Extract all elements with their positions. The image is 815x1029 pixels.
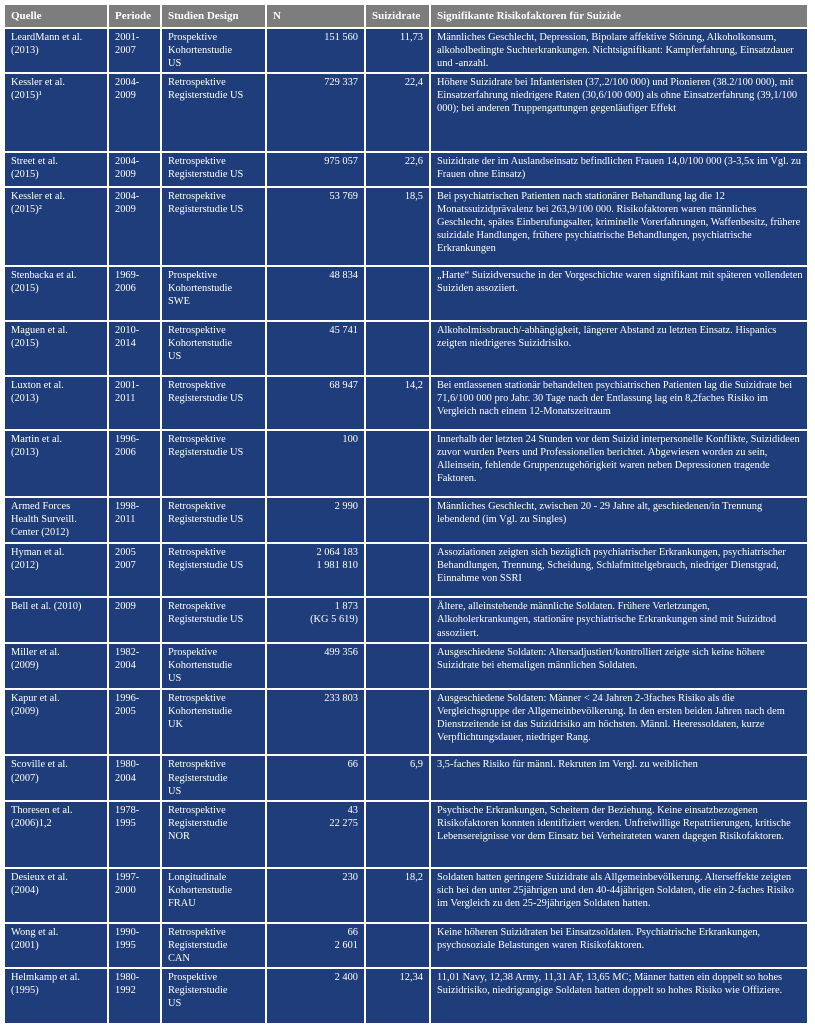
cell-source <box>4 543 108 598</box>
cell-source-line: Miller et al. <box>11 646 60 658</box>
cell-n-line: 66 <box>347 926 358 938</box>
cell-rate <box>365 689 430 756</box>
cell-n <box>266 266 365 321</box>
cell-factors: Bei psychiatrischen Patienten nach stationärer Behandlung lag die 12 Monatssuizidprävalenz bei 263,9/100 000. Risikofaktoren waren männliches Geschlecht, spätes Einberufungsalter, kriminelle Vorerfahrungen, Waffenbesitz, frühere suizidale Handlungen, frühere psychiatrische Behandlungen, psychiatrische Erkrankungen <box>430 187 808 266</box>
cell-source-line: Bell et al. (2010) <box>11 601 82 613</box>
table-row <box>4 689 808 756</box>
table-row <box>4 266 808 321</box>
cell-n <box>266 430 365 497</box>
cell-source <box>4 73 108 152</box>
cell-period <box>108 689 161 756</box>
cell-n-line: 499 356 <box>324 646 358 658</box>
cell-n-line: 66 <box>347 759 358 771</box>
cell-n <box>266 755 365 801</box>
cell-period <box>108 28 161 73</box>
cell-n <box>266 868 365 923</box>
cell-factors: Männliches Geschlecht, zwischen 20 - 29 Jahre alt, geschiedenen/in Trennung lebendend (im Vgl. zu Singles) <box>430 497 808 543</box>
cell-design-line: Prospektive <box>168 972 218 984</box>
cell-design-line: US <box>168 785 182 797</box>
cell-design-line: UK <box>168 718 184 730</box>
cell-rate <box>365 923 430 969</box>
cell-design-line: US <box>168 58 182 70</box>
risk-factor-table <box>3 3 809 1025</box>
cell-source <box>4 376 108 431</box>
table-row <box>4 868 808 923</box>
cell-period-line: 2006 <box>115 447 136 459</box>
cell-period <box>108 321 161 376</box>
cell-design-line: Kohortenstudie <box>168 884 233 896</box>
cell-n-line: 975 057 <box>324 155 358 167</box>
cell-design <box>161 923 266 969</box>
cell-design <box>161 868 266 923</box>
table-row <box>4 497 808 543</box>
cell-period <box>108 376 161 431</box>
cell-n-line: 230 <box>342 871 358 883</box>
cell-source-line: (2007) <box>11 772 39 784</box>
cell-design-line: NOR <box>168 831 190 843</box>
cell-n-line: 2 601 <box>334 939 358 951</box>
cell-period-line: 2004- <box>115 155 140 167</box>
cell-rate: 14,2 <box>365 376 430 431</box>
cell-design <box>161 152 266 187</box>
table-row <box>4 28 808 73</box>
cell-n <box>266 923 365 969</box>
cell-source <box>4 321 108 376</box>
header-n: N <box>266 4 365 28</box>
cell-period <box>108 152 161 187</box>
cell-source-line: (2001) <box>11 939 39 951</box>
cell-rate: 22,4 <box>365 73 430 152</box>
cell-n-line: 48 834 <box>329 270 358 282</box>
cell-factors: Bei entlassenen stationär behandelten psychiatrischen Patienten lag die Suizidrate bei 71,6/100 000 pro Jahr. 30 Tage nach der Entlassung lag ein 8,2faches Risiko im Vergleich nach einem 12-Monatszeitraum <box>430 376 808 431</box>
cell-n-line: 22 275 <box>329 818 358 830</box>
cell-source-line: Wong et al. <box>11 926 59 938</box>
cell-source-line: (2009) <box>11 705 39 717</box>
cell-period <box>108 643 161 689</box>
cell-source-line: Desieux et al. <box>11 871 68 883</box>
cell-design-line: Retrospektive <box>168 546 226 558</box>
cell-source-line: Health Surveill. <box>11 514 77 526</box>
cell-design-line: Kohortenstudie <box>168 45 233 57</box>
cell-period-line: 2009 <box>115 204 136 216</box>
cell-period-line: 2009 <box>115 601 136 613</box>
cell-period-line: 2004- <box>115 191 140 203</box>
cell-design-line: Registerstudie US <box>168 168 244 180</box>
cell-design <box>161 376 266 431</box>
cell-n <box>266 543 365 598</box>
cell-source <box>4 497 108 543</box>
cell-source <box>4 152 108 187</box>
cell-design-line: Registerstudie US <box>168 447 244 459</box>
cell-n-line: 100 <box>342 434 358 446</box>
cell-source-line: (2004) <box>11 884 39 896</box>
cell-design-line: Registerstudie <box>168 818 228 830</box>
cell-design <box>161 497 266 543</box>
cell-factors: Soldaten hatten geringere Suizidrate als Allgemeinbevölkerung. Alterseffekte zeigten sich bei den unter 25jährigen und den 40-44jährigen Soldaten, die ein 2-faches Risiko im Vergleich zu den 25-29jährigen Soldaten hatten. <box>430 868 808 923</box>
cell-rate: 18,5 <box>365 187 430 266</box>
cell-source-line: Street et al. <box>11 155 59 167</box>
cell-design-line: Prospektive <box>168 270 218 282</box>
table-body <box>4 28 808 1024</box>
cell-period <box>108 266 161 321</box>
cell-rate <box>365 801 430 868</box>
cell-period-line: 1980- <box>115 972 140 984</box>
cell-period-line: 1995 <box>115 818 136 830</box>
table-row <box>4 321 808 376</box>
cell-design-line: Retrospektive <box>168 155 226 167</box>
cell-factors: Assoziationen zeigten sich bezüglich psychiatrischer Erkrankungen, psychiatrischer Behandlungen, Trennung, Scheidung, Schlafmittelgebrauch, niedriger Dienstgrad, Einnahme von SSRI <box>430 543 808 598</box>
cell-period-line: 2004 <box>115 660 136 672</box>
cell-design <box>161 28 266 73</box>
cell-period-line: 1995 <box>115 939 136 951</box>
cell-source-line: (2012) <box>11 559 39 571</box>
cell-design <box>161 643 266 689</box>
cell-period-line: 2007 <box>115 45 136 57</box>
cell-period <box>108 430 161 497</box>
cell-design <box>161 689 266 756</box>
cell-source-line: (2006)1,2 <box>11 818 52 830</box>
cell-design <box>161 321 266 376</box>
cell-factors: „Harte“ Suizidversuche in der Vorgeschichte waren signifikant mit späteren vollendeten Suiziden assoziiert. <box>430 266 808 321</box>
cell-design-line: Registerstudie US <box>168 614 244 626</box>
cell-period-line: 1996- <box>115 434 140 446</box>
table-row <box>4 801 808 868</box>
cell-period <box>108 597 161 643</box>
cell-source-line: (2013) <box>11 392 39 404</box>
cell-design-line: Kohortenstudie <box>168 660 233 672</box>
cell-n-line: 2 064 183 <box>316 546 358 558</box>
cell-period <box>108 801 161 868</box>
cell-design-line: Retrospektive <box>168 805 226 816</box>
cell-period <box>108 187 161 266</box>
cell-design-line: Prospektive <box>168 32 218 43</box>
cell-design-line: Retrospektive <box>168 434 226 446</box>
cell-factors: Keine höheren Suizidraten bei Einsatzsoldaten. Psychiatrische Erkrankungen, psychosoziale Belastungen waren Risikofaktoren. <box>430 923 808 969</box>
cell-rate: 12,34 <box>365 968 430 1024</box>
cell-source <box>4 868 108 923</box>
cell-source <box>4 643 108 689</box>
cell-design-line: Retrospektive <box>168 324 226 336</box>
cell-design <box>161 755 266 801</box>
cell-source-line: Martin et al. <box>11 434 63 446</box>
cell-period-line: 2004 <box>115 772 136 784</box>
cell-period-line: 2005 <box>115 705 136 717</box>
cell-factors: Ausgeschiedene Soldaten: Männer < 24 Jahren 2-3faches Risiko als die Vergleichsgruppe der Allgemeinbevölkerung. In den ersten beiden Jahren nach dem Dienstzeitende ist das Suizidrisiko am höchsten. Männl. Heeressoldaten, kurze Verpflichtungsdauer, niedriger Rang. <box>430 689 808 756</box>
cell-source-line: (2015)² <box>11 204 42 216</box>
cell-n <box>266 28 365 73</box>
cell-source <box>4 801 108 868</box>
cell-factors: Suizidrate der im Auslandseinsatz befindlichen Frauen 14,0/100 000 (3-3,5x im Vgl. zu Frauen ohne Einsatz) <box>430 152 808 187</box>
cell-period-line: 2001- <box>115 32 140 43</box>
cell-period <box>108 73 161 152</box>
cell-n <box>266 597 365 643</box>
cell-period-line: 1978- <box>115 805 140 816</box>
table-row <box>4 543 808 598</box>
cell-source <box>4 968 108 1024</box>
cell-period <box>108 497 161 543</box>
cell-design-line: US <box>168 673 182 685</box>
cell-design-line: Retrospektive <box>168 759 226 771</box>
cell-source-line: (2015) <box>11 337 39 349</box>
cell-n-line: 43 <box>347 805 358 816</box>
cell-design-line: US <box>168 998 182 1010</box>
cell-factors: Alkoholmissbrauch/-abhängigkeit, längerer Abstand zu letzten Einsatz. Hispanics zeigten niedrigeres Suizidrisiko. <box>430 321 808 376</box>
cell-period <box>108 543 161 598</box>
cell-source-line: Maguen et al. <box>11 324 68 336</box>
header-period: Periode <box>108 4 161 28</box>
cell-n-line: (KG 5 619) <box>310 614 358 626</box>
cell-n <box>266 152 365 187</box>
cell-design-line: Registerstudie <box>168 939 228 951</box>
cell-design-line: Registerstudie <box>168 985 228 997</box>
cell-design-line: Registerstudie US <box>168 559 244 571</box>
cell-n <box>266 801 365 868</box>
cell-source-line: Armed Forces <box>11 501 71 513</box>
cell-period-line: 2011 <box>115 514 136 526</box>
cell-design-line: Retrospektive <box>168 76 226 88</box>
cell-design-line: Registerstudie US <box>168 204 244 216</box>
table-row <box>4 643 808 689</box>
cell-design-line: Retrospektive <box>168 601 226 613</box>
cell-design-line: FRAU <box>168 898 196 910</box>
cell-factors: Männliches Geschlecht, Depression, Bipolare affektive Störung, Alkoholkonsum, alkoholbedingte Suchterkrankungen. Nichtsignifikant: Kampferfahrung, Einsatzdauer und -anzahl. <box>430 28 808 73</box>
cell-n <box>266 968 365 1024</box>
cell-period-line: 2010- <box>115 324 140 336</box>
header-rate: Suizidrate <box>365 4 430 28</box>
cell-source <box>4 187 108 266</box>
cell-period-line: 2006 <box>115 283 136 295</box>
cell-design <box>161 73 266 152</box>
header-row <box>4 4 808 28</box>
cell-n-line: 2 990 <box>334 501 358 513</box>
cell-n-line: 1 981 810 <box>316 559 358 571</box>
cell-design-line: CAN <box>168 952 190 964</box>
cell-design-line: Kohortenstudie <box>168 337 233 349</box>
cell-source-line: Luxton et al. <box>11 379 64 391</box>
table-row <box>4 376 808 431</box>
cell-n <box>266 73 365 152</box>
cell-factors: 11,01 Navy, 12,38 Army, 11,31 AF, 13,65 MC; Männer hatten ein doppelt so hohes Suizidrisiko, niedrigrangige Soldaten hatten doppelt so hohes Risiko wie Offiziere. <box>430 968 808 1024</box>
cell-source <box>4 597 108 643</box>
cell-n-line: 729 337 <box>324 76 358 88</box>
cell-design-line: Prospektive <box>168 646 218 658</box>
table-row <box>4 968 808 1024</box>
cell-design <box>161 968 266 1024</box>
cell-design <box>161 543 266 598</box>
cell-design-line: Registerstudie US <box>168 89 244 101</box>
table-row <box>4 597 808 643</box>
cell-source <box>4 923 108 969</box>
cell-period-line: 2014 <box>115 337 136 349</box>
cell-n-line: 53 769 <box>329 191 358 203</box>
table-row <box>4 73 808 152</box>
cell-period-line: 2007 <box>115 559 136 571</box>
cell-design-line: Registerstudie US <box>168 392 244 404</box>
cell-design-line: Retrospektive <box>168 692 226 704</box>
cell-n <box>266 376 365 431</box>
cell-rate: 6,9 <box>365 755 430 801</box>
cell-n-line: 68 947 <box>329 379 358 391</box>
cell-rate <box>365 543 430 598</box>
cell-period-line: 1998- <box>115 501 140 513</box>
cell-rate <box>365 266 430 321</box>
cell-period-line: 1992 <box>115 985 136 997</box>
cell-period-line: 2001- <box>115 379 140 391</box>
cell-design-line: Retrospektive <box>168 501 226 513</box>
cell-period-line: 1997- <box>115 871 140 883</box>
table-row <box>4 187 808 266</box>
cell-factors: Höhere Suizidrate bei Infanteristen (37,.2/100 000) und Pionieren (38.2/100 000), mit Einsatzerfahrung niedrigere Raten (30,6/100 000) als ohne Einsatzerfahrung (39,1/100 000); bei anderen Truppengattungen gegenläufiger Effekt <box>430 73 808 152</box>
cell-period-line: 2009 <box>115 89 136 101</box>
cell-design-line: Kohortenstudie <box>168 283 233 295</box>
cell-source-line: (2015) <box>11 283 39 295</box>
cell-source-line: (2013) <box>11 447 39 459</box>
cell-rate <box>365 430 430 497</box>
cell-source-line: (2015) <box>11 168 39 180</box>
cell-rate <box>365 321 430 376</box>
cell-rate <box>365 597 430 643</box>
cell-period-line: 2011 <box>115 392 136 404</box>
cell-period-line: 2004- <box>115 76 140 88</box>
cell-source-line: Helmkamp et al. <box>11 972 80 984</box>
cell-design-line: Kohortenstudie <box>168 705 233 717</box>
cell-design <box>161 187 266 266</box>
cell-source-line: Kessler et al. <box>11 76 65 88</box>
cell-design <box>161 801 266 868</box>
cell-design <box>161 266 266 321</box>
cell-design <box>161 597 266 643</box>
table-row <box>4 923 808 969</box>
cell-n <box>266 321 365 376</box>
cell-source <box>4 28 108 73</box>
cell-design-line: Retrospektive <box>168 926 226 938</box>
cell-source-line: (2009) <box>11 660 39 672</box>
table-row <box>4 152 808 187</box>
cell-n-line: 151 560 <box>324 32 358 43</box>
cell-period-line: 2005 <box>115 546 136 558</box>
cell-n <box>266 187 365 266</box>
cell-design-line: SWE <box>168 296 190 308</box>
cell-source-line: Kapur et al. <box>11 692 60 704</box>
cell-source-line: Kessler et al. <box>11 191 65 203</box>
cell-source-line: Thoresen et al. <box>11 805 73 816</box>
cell-factors: Ältere, alleinstehende männliche Soldaten. Frühere Verletzungen, Alkoholerkrankungen, stationäre psychiatrische Erkrankungen sind mit Suizidtod assoziiert. <box>430 597 808 643</box>
cell-n-line: 2 400 <box>334 972 358 984</box>
cell-source <box>4 266 108 321</box>
cell-period-line: 2009 <box>115 168 136 180</box>
cell-source <box>4 430 108 497</box>
cell-design-line: US <box>168 350 182 362</box>
cell-n <box>266 497 365 543</box>
cell-period-line: 1980- <box>115 759 140 771</box>
cell-design-line: Registerstudie US <box>168 514 244 526</box>
table-row <box>4 430 808 497</box>
cell-period-line: 1969- <box>115 270 140 282</box>
cell-factors: Ausgeschiedene Soldaten: Altersadjustiert/kontrolliert zeigte sich keine höhere Suizidrate bei ehemaligen männlichen Soldaten. <box>430 643 808 689</box>
cell-source-line: (2015)¹ <box>11 89 42 101</box>
header-design: Studien Design <box>161 4 266 28</box>
cell-period <box>108 868 161 923</box>
cell-period-line: 1996- <box>115 692 140 704</box>
cell-period-line: 1982- <box>115 646 140 658</box>
cell-period <box>108 755 161 801</box>
cell-source-line: LeardMann et al. <box>11 32 83 43</box>
cell-rate: 22,6 <box>365 152 430 187</box>
cell-source-line: Center (2012) <box>11 527 69 539</box>
cell-source <box>4 755 108 801</box>
cell-n <box>266 643 365 689</box>
cell-design-line: Retrospektive <box>168 379 226 391</box>
cell-design <box>161 430 266 497</box>
header-factors: Signifikante Risikofaktoren für Suizide <box>430 4 808 28</box>
cell-n-line: 1 873 <box>334 601 358 613</box>
cell-design-line: Retrospektive <box>168 191 226 203</box>
header-source: Quelle <box>4 4 108 28</box>
cell-source-line: (1995) <box>11 985 39 997</box>
cell-n <box>266 689 365 756</box>
cell-factors: Innerhalb der letzten 24 Stunden vor dem Suizid interpersonelle Konflikte, Suizidideen zuvor wurden Peers und Professionellen berichtet. Abgewiesen worden zu sein, Alleinsein, fehlende Gruppenzugehörigkeit waren neben Depressionen tragende Faktoren. <box>430 430 808 497</box>
cell-factors: Psychische Erkrankungen, Scheitern der Beziehung. Keine einsatzbezogenen Risikofaktoren konnten identifiziert werden. Unfreiwillige Repatriierungen, kritische Lebensereignisse vor dem Einsatz bei Verheirateten waren dagegen Risikofaktoren. <box>430 801 808 868</box>
cell-period-line: 2000 <box>115 884 136 896</box>
cell-source-line: Stenbacka et al. <box>11 270 77 282</box>
cell-source <box>4 689 108 756</box>
cell-design-line: Longitudinale <box>168 871 227 883</box>
cell-source-line: (2013) <box>11 45 39 57</box>
cell-period <box>108 923 161 969</box>
cell-design-line: Registerstudie <box>168 772 228 784</box>
cell-source-line: Scoville et al. <box>11 759 68 771</box>
cell-rate: 11,73 <box>365 28 430 73</box>
cell-factors: 3,5-faches Risiko für männl. Rekruten im Vergl. zu weiblichen <box>430 755 808 801</box>
cell-n-line: 233 803 <box>324 692 358 704</box>
cell-source-line: Hyman et al. <box>11 546 65 558</box>
table-row <box>4 755 808 801</box>
cell-rate: 18,2 <box>365 868 430 923</box>
cell-n-line: 45 741 <box>329 324 358 336</box>
cell-period-line: 1990- <box>115 926 140 938</box>
cell-period <box>108 968 161 1024</box>
cell-rate <box>365 643 430 689</box>
cell-rate <box>365 497 430 543</box>
